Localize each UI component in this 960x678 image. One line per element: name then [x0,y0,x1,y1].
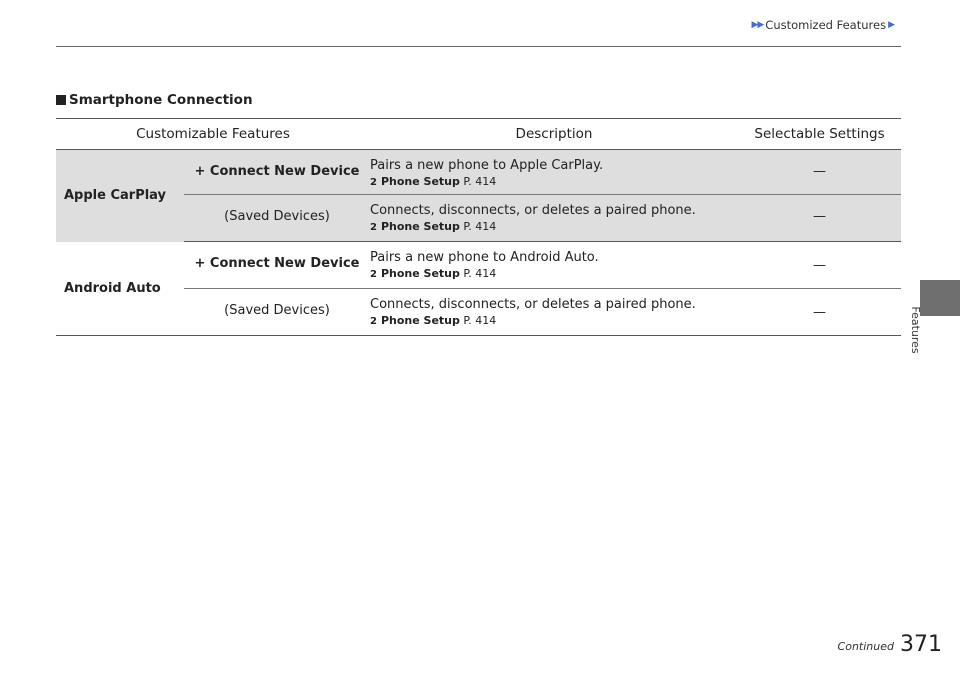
reference-label: Phone Setup [380,220,460,233]
description-cell [370,150,738,195]
reference-page: P. 414 [463,175,497,188]
setting-cell: — [738,150,901,195]
reference-arrow-icon: 2 [370,269,377,280]
column-header: Description [370,119,738,150]
section-title [56,92,253,108]
triangle-right-icon: ▶ [888,20,894,30]
breadcrumb [0,14,960,36]
table-row [56,150,901,195]
feature-cell: + Connect New Device [184,150,370,195]
description-text: Pairs a new phone to Apple CarPlay. [370,158,604,173]
side-tab-label: Features [909,306,923,354]
group-label: Apple CarPlay [56,150,184,242]
table-header-row [56,119,901,150]
square-bullet-icon [56,95,66,105]
page-reference [370,267,738,280]
page-reference [370,314,738,327]
setting-cell: — [738,242,901,289]
reference-page: P. 414 [463,267,497,280]
table-row [56,242,901,289]
reference-label: Phone Setup [380,267,460,280]
description-cell [370,195,738,242]
feature-cell: (Saved Devices) [184,195,370,242]
column-header: Customizable Features [56,119,370,150]
customization-table [56,118,901,336]
page-reference [370,220,738,233]
group-label: Android Auto [56,242,184,336]
setting-cell: — [738,195,901,242]
breadcrumb-label: Customized Features [765,18,887,32]
reference-page: P. 414 [463,220,497,233]
description-text: Connects, disconnects, or deletes a paired phone. [370,297,696,312]
section-title-text: Smartphone Connection [69,92,253,108]
reference-arrow-icon: 2 [370,316,377,327]
description-text: Connects, disconnects, or deletes a paired phone. [370,203,696,218]
feature-cell: (Saved Devices) [184,289,370,336]
header-rule [56,46,901,47]
feature-cell: + Connect New Device [184,242,370,289]
triangle-right-icon: ▶▶ [751,20,764,30]
page-number: 371 [900,632,942,657]
column-header: Selectable Settings [738,119,901,150]
reference-arrow-icon: 2 [370,222,377,233]
reference-page: P. 414 [463,314,497,327]
reference-arrow-icon: 2 [370,177,377,188]
continued-label: Continued [837,640,894,653]
setting-cell: — [738,289,901,336]
description-text: Pairs a new phone to Android Auto. [370,250,599,265]
page-reference [370,175,738,188]
description-cell [370,242,738,289]
reference-label: Phone Setup [380,314,460,327]
reference-label: Phone Setup [380,175,460,188]
description-cell [370,289,738,336]
